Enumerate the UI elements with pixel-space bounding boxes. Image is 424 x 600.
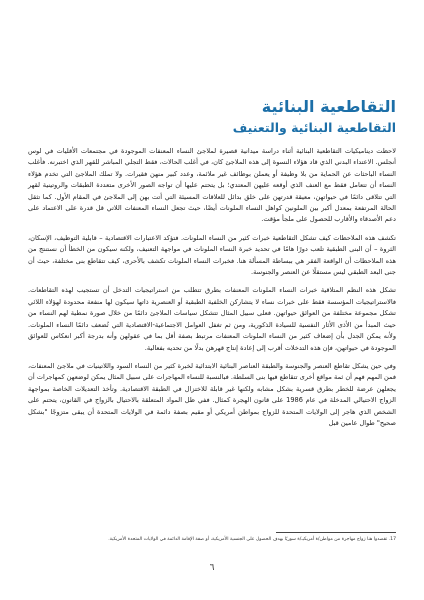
section-subtitle: التقاطعية البنائية والتعنيف	[232, 120, 396, 135]
footnote-divider	[276, 532, 396, 533]
paragraph-3: تشكل هذه النظم المتلاقية خبرات النساء الملونات المعنفات بطرق تتطلب من استراتيجيات التدخل أن تستجيب لهذه التقاطعات. فالاستراتيجيات المؤسسة فقط على خبرات نساء لا يتشاركن الخلفية الطبقية أو العنصرية ذاتها سيكون لها منفعة محدودة لهؤلاء اللائي تشكل مجموعة مختلفة من العوائق حيواتهن. فعلى سبيل المثال تتشكل سياسات الملاجئ دائمًا من خلال صورة نمطية لهم النساء من حيث المبدأ من الأذى الأثار النفسية للسيادة الذكورية، ومن ثم تغفل العوامل الاجتماعية-الاقتصادية التي تُضعف دائمًا النساء الملونات. ولأنه يمكن الجدل بأن إضعاف كثير من النساء الملونات المعنفات مرتبط بصفة أقل بما في عقولهن وأنه بدرجة أكبر انعكاس للعوائق الموجودة في حيواتهن، فإن هذه التدخلات أقرب إلى إعادة إنتاج قهرهن بدلًا من تحديه بفعالية.	[28, 286, 396, 352]
paragraph-2: تكشف هذه الملاحظات كيف تشكل التقاطعية خبرات كثير من النساء الملونات. فتؤكد الاعتبارات الاقتصادية – قابلية التوظيف، الإسكان، الثروة – أن البنى الطبقية تلعب دورًا هامًا في تحديد خبرة النساء الملونات في مواجهة التعنيف، ولكنه سيكون من الخطأ أن نستنتج من هذه الملاحظات أن الواقعة الفقر هي ببساطة المسألة هنا. فخبرات النساء الملونات تكشف بالأحرى، كيف تتقاطع بنى مختلفة، حيث أن جنى البعد الطبقي ليس مستقلًا عن العنصر والجنوسة.	[28, 233, 396, 277]
section-title: التقاطعية البنائية	[261, 97, 396, 116]
paragraph-4: وفي حين يشكل تقاطع العنصر والجنوسة والطبقة العناصر البنائية الابتدائية لخبرة كثير من النساء السود واللاتينيات في ملاجئ المعنفات، فمن المهم فهم أن ثمة مواقع أخرى تتقاطع فيها بنى السلطة. فبالنسبة للنساء المهاجرات على سبيل المثال يمكن لوضعهن كمهاجرات أن يجعلهن عرضة للخطر بطرق قسرية بشكل مشابه ولكنها غير قابلة للاختزال في الطبقة الاقتصادية. وتأخذ التعديلات الخاصة بمواجهة الزواج الاحتيالي المدخلة في عام 1986 على قانون الهجرة كمثال. ففي ظل المواد المتعلقة بالاحتيال بالزواج في القانون، يتحتم على الشخص الذي هاجر إلى الولايات المتحدة للزواج بمواطن أمريكي أو مقيم بصفة دائمة في الولايات المتحدة أن يبقى متزوجًا "بشكل صحيح" طوال عامين قبل	[28, 361, 396, 427]
page-number: ٦	[209, 563, 215, 573]
footnote: 17. تقصدوا هنا زواج مهاجرة من مواطن/ة أمريكيـ/ة سوريًا بهدف الحصول على الجنسية الأمريكية، أو صفة الإقامة الدائمة في الولايات المتحدة الأمريكية.	[108, 537, 396, 542]
paragraph-1: لاحظت ديناميكيات التقاطعية البنائية أثناء دراسة ميدانية قصيرة لملاجئ النساء المعنفات الموجودة في مجتمعات الأقليات في لوس أنجلس. الاعتداء البدني الذي قاد هؤلاء النسوة إلى هذه الملاجئ كان، في أغلب الحالات، فقط التجلي المباشر للقهر الذي اختبرنه. فأغلب النساء الباحثات عن الحماية من بلا وظيفة أو يعملن بوظائف غير ملائمة، وعدد كبير منهن فقيرات. ولا تملك الملاجئ التي تخدم هؤلاء النساء أن تتعامل فقط مع العنف الذي أوقعه عليهن المعتدي؛ بل يتحتم عليها أن تواجه الصور الأخرى متعددة الطبقات والروتينية لقهر التي تتلاقى دائمًا في حيواتهن، معيقة قدرتهن على خلق بدائل للعلاقات المسيئة التي أتت بهن إلى الملاجئ في المقام الأول. كما تثقل الحالة المرتفعة بمعدل أكبر بين الملونين كواهل النساء الملونات أيضًا، حيث تجعل النساء المعنفات اللاتي قل قدرة على الاعتماد على دعم الأصدقاء والأقارب للحصول على ملجأ مؤقت.	[28, 147, 396, 224]
